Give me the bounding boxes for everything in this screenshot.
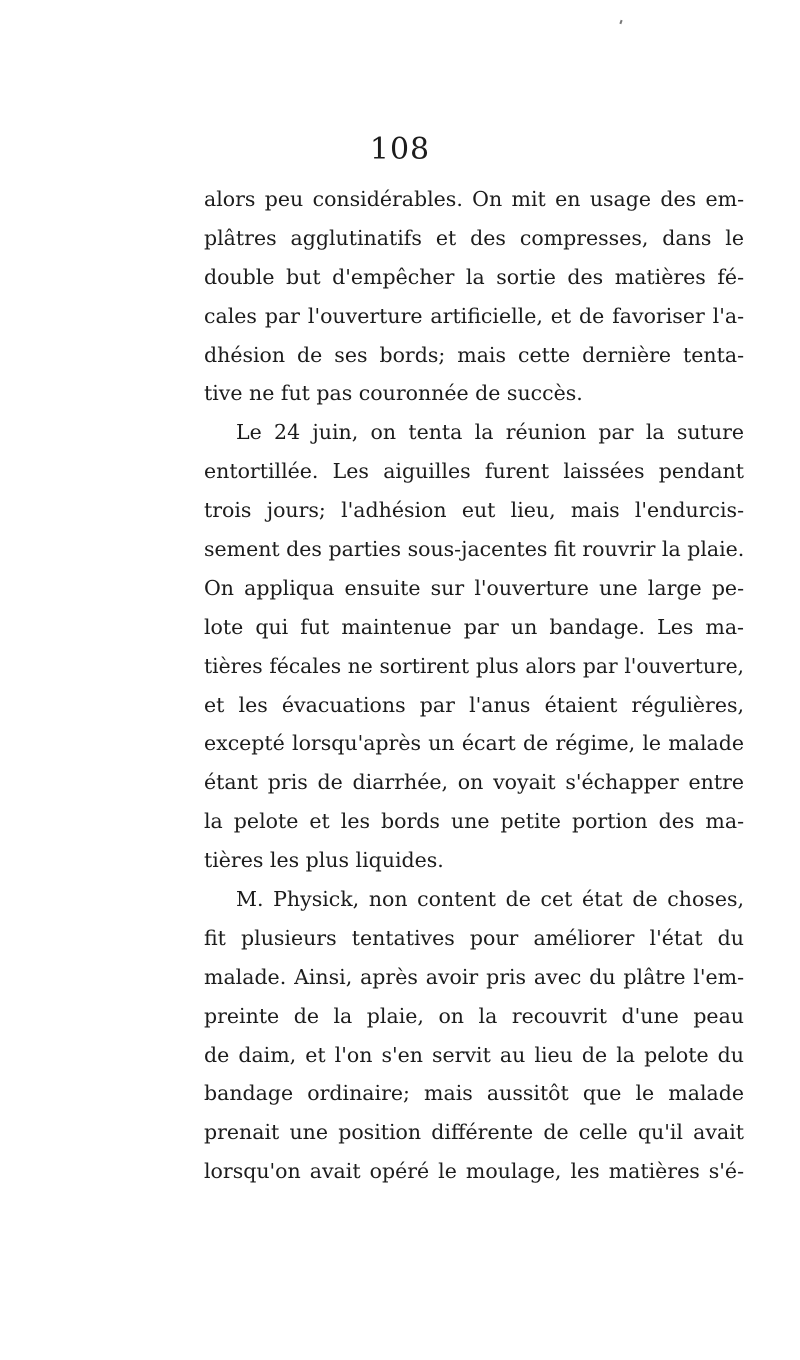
text-line: lote qui fut maintenue par un bandage. Les ma- bbox=[204, 614, 744, 639]
text-line: malade. Ainsi, après avoir pris avec du plâtre l'em- bbox=[204, 964, 744, 989]
text-line: la pelote et les bords une petite portion des ma- bbox=[204, 809, 744, 834]
text-line: sement des parties sous-jacentes fit rouvrir la plaie. bbox=[204, 537, 745, 562]
text-line: alors peu considérables. On mit en usage des em- bbox=[204, 187, 744, 211]
text-line: fit plusieurs tentatives pour améliorer l'état du bbox=[204, 925, 744, 950]
text-line: tières les plus liquides. bbox=[204, 848, 444, 873]
text-line: Le 24 juin, on tenta la réunion par la suture bbox=[236, 420, 744, 445]
text-line: excepté lorsqu'après un écart de régime, le malade bbox=[204, 731, 744, 756]
text-line: cales par l'ouverture artificielle, et de favoriser l'a- bbox=[204, 303, 744, 328]
page-number: 108 bbox=[369, 132, 431, 167]
text-line: et les évacuations par l'anus étaient régulières, bbox=[204, 692, 744, 717]
body-text bbox=[204, 180, 744, 1191]
text-line: de daim, et l'on s'en servit au lieu de la pelote du bbox=[204, 1042, 744, 1067]
text-line: M. Physick, non content de cet état de choses, bbox=[236, 887, 744, 912]
text-line: tive ne fut pas couronnée de succès. bbox=[204, 381, 583, 406]
text-line: bandage ordinaire; mais aussitôt que le malade bbox=[204, 1081, 744, 1106]
text-line: entortillée. Les aiguilles furent laissées pendant bbox=[204, 459, 744, 484]
text-line: trois jours; l'adhésion eut lieu, mais l'endurcis- bbox=[204, 498, 744, 523]
text-line: étant pris de diarrhée, on voyait s'échapper entre bbox=[204, 770, 744, 795]
text-line: preinte de la plaie, on la recouvrit d'une peau bbox=[204, 1003, 744, 1028]
text-line: dhésion de ses bords; mais cette dernière tenta- bbox=[204, 342, 744, 367]
text-line: prenait une position différente de celle qu'il avait bbox=[204, 1120, 744, 1145]
text-line: On appliqua ensuite sur l'ouverture une large pe- bbox=[204, 575, 744, 600]
text-line: double but d'empêcher la sortie des matières fé- bbox=[204, 264, 744, 289]
text-line: lorsqu'on avait opéré le moulage, les matières s'é- bbox=[204, 1159, 744, 1184]
paper-mark bbox=[619, 20, 622, 24]
text-line: tières fécales ne sortirent plus alors par l'ouverture, bbox=[204, 653, 744, 678]
text-line: plâtres agglutinatifs et des compresses, dans le bbox=[204, 225, 744, 250]
